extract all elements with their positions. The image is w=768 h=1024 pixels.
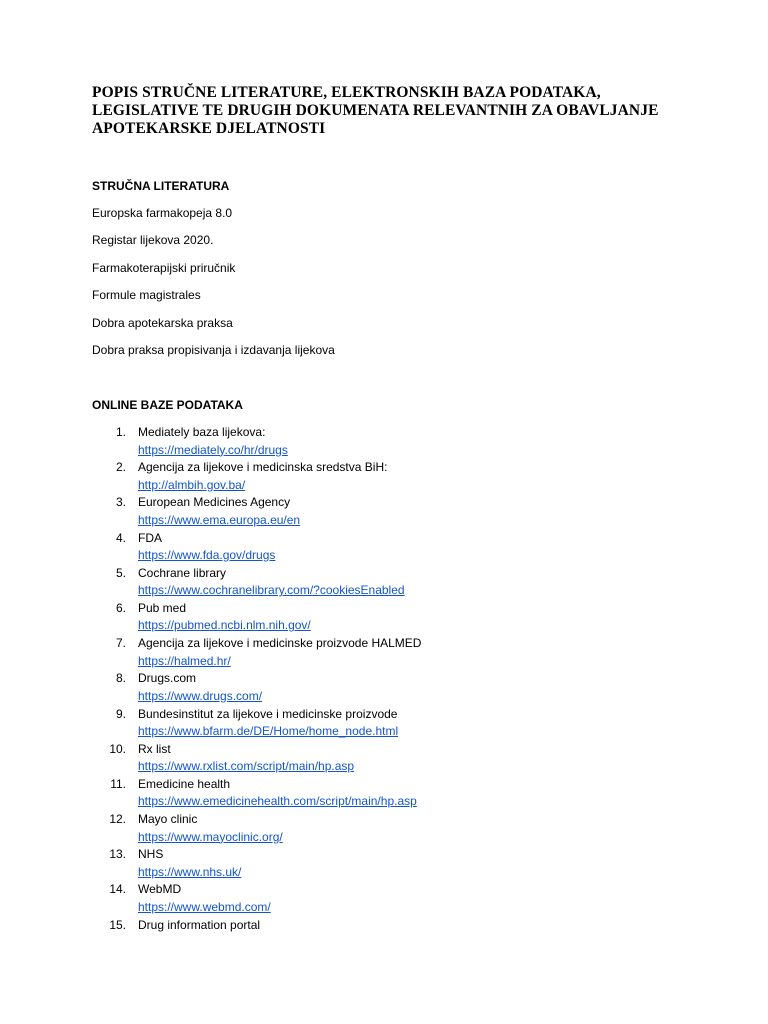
database-item-name: FDA: [138, 530, 162, 545]
database-item-number: 9.: [115, 706, 126, 721]
online-databases-heading: ONLINE BAZE PODATAKA: [92, 398, 243, 412]
database-item-name: Bundesinstitut za lijekove i medicinske proizvode: [138, 706, 398, 721]
database-item-link[interactable]: https://pubmed.ncbi.nlm.nih.gov/: [138, 618, 311, 633]
document-title-line: LEGISLATIVE TE DRUGIH DOKUMENATA RELEVANTNIH ZA OBAVLJANJE: [92, 102, 659, 119]
database-item-link[interactable]: https://www.drugs.com/: [138, 688, 263, 703]
literature-item: Formule magistrales: [92, 288, 201, 303]
database-item-number: 8.: [115, 671, 126, 686]
database-item-name: Cochrane library: [138, 565, 227, 580]
database-item-name: Drugs.com: [138, 671, 197, 686]
database-item-name: Mayo clinic: [138, 812, 198, 827]
literature-item: Farmakoterapijski priručnik: [92, 260, 236, 275]
database-item-name: European Medicines Agency: [138, 495, 291, 510]
database-item-number: 6.: [115, 600, 126, 615]
database-item-name: NHS: [138, 847, 164, 862]
database-item-name: Emedicine health: [138, 776, 231, 791]
literature-item: Europska farmakopeja 8.0: [92, 206, 233, 220]
database-item-number: 10.: [109, 741, 126, 756]
database-item-link[interactable]: https://www.mayoclinic.org/: [138, 829, 283, 844]
literature-list: [92, 205, 335, 369]
database-item-link[interactable]: https://www.fda.gov/drugs: [138, 548, 276, 563]
database-item-number: 1.: [115, 425, 126, 439]
document-title-line: POPIS STRUČNE LITERATURE, ELEKTRONSKIH BAZA PODATAKA,: [92, 84, 601, 101]
database-item-number: 7.: [115, 636, 126, 651]
database-item-number: 5.: [115, 565, 126, 580]
database-item-name: Agencija za lijekove i medicinske proizvode HALMED: [138, 636, 422, 651]
database-item-number: 12.: [109, 812, 126, 827]
database-item-link[interactable]: https://mediately.co/hr/drugs: [138, 442, 288, 457]
database-item-name: Pub med: [138, 600, 187, 615]
literature-item: Dobra praksa propisivanja i izdavanja lijekova: [92, 342, 335, 357]
database-item-number: 13.: [109, 847, 126, 862]
database-item-name: Drug information portal: [138, 917, 261, 932]
database-item-number: 3.: [115, 495, 126, 510]
database-item-name: Agencija za lijekove i medicinska sredstva BiH:: [138, 460, 388, 475]
database-item-name: Rx list: [138, 741, 171, 756]
literature-item: Dobra apotekarska praksa: [92, 315, 233, 330]
database-item-link[interactable]: https://www.webmd.com/: [138, 899, 271, 914]
database-item-number: 2.: [115, 460, 126, 475]
database-item-link[interactable]: http://almbih.gov.ba/: [138, 477, 246, 492]
document-title: [92, 84, 692, 138]
database-item-name: Mediately baza lijekova:: [138, 425, 266, 439]
database-item-number: 15.: [109, 917, 126, 932]
database-item-number: 14.: [109, 882, 126, 897]
database-item-link[interactable]: https://www.bfarm.de/DE/Home/home_node.html: [138, 724, 399, 738]
document-title-line: APOTEKARSKE DJELATNOSTI: [92, 120, 326, 137]
database-item-link[interactable]: https://www.emedicinehealth.com/script/main/hp.asp: [138, 794, 417, 809]
literature-heading: STRUČNA LITERATURA: [92, 179, 230, 193]
database-item-link[interactable]: https://www.cochranelibrary.com/?cookiesEnabled: [138, 583, 405, 598]
database-item-link[interactable]: https://www.rxlist.com/script/main/hp.asp: [138, 759, 355, 774]
database-item-link[interactable]: https://www.ema.europa.eu/en: [138, 512, 301, 527]
database-item-number: 4.: [115, 530, 126, 545]
database-item-link[interactable]: https://www.nhs.uk/: [138, 864, 242, 879]
database-item-name: WebMD: [138, 882, 182, 897]
literature-item: Registar lijekova 2020.: [92, 233, 214, 248]
database-item-link[interactable]: https://halmed.hr/: [138, 653, 231, 668]
database-item-number: 11.: [110, 776, 126, 791]
